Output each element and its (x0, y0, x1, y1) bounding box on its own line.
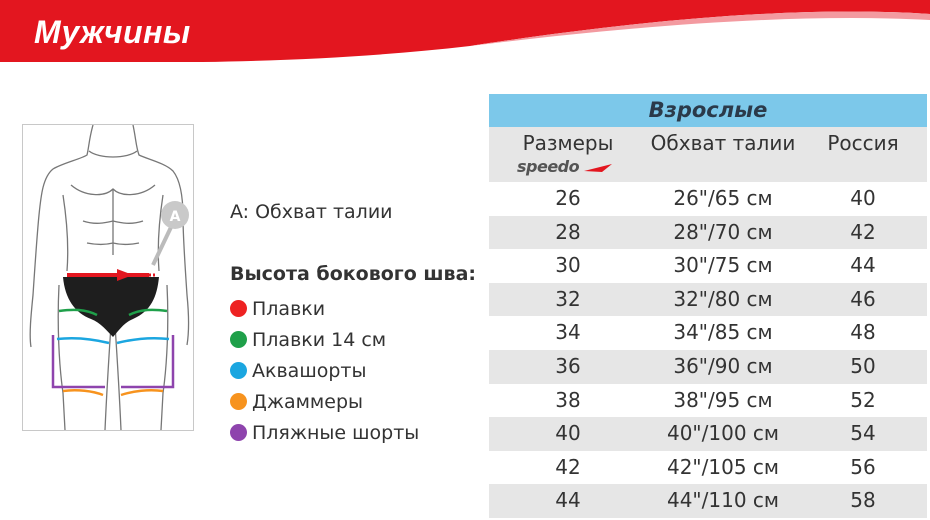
legend-item (230, 417, 419, 448)
legend-item (230, 386, 419, 417)
legend-item (230, 293, 419, 324)
table-row (489, 249, 927, 283)
russia-size-cell: 48 (850, 320, 876, 345)
speedo-logo-text: speedo (517, 157, 580, 176)
size-cell: 26 (555, 186, 581, 210)
table-row (489, 182, 927, 216)
measurement-label: A: Обхват талии (230, 201, 393, 223)
waist-cell: 32"/80 см (673, 286, 773, 311)
legend-title: Высота бокового шва: (230, 263, 476, 285)
color-dot-icon (230, 362, 247, 379)
header-sizes: Размеры (522, 131, 614, 155)
waist-cell: 42"/105 см (666, 454, 779, 479)
marker-a-label: A (169, 209, 181, 225)
header-banner (0, 0, 930, 62)
size-cell: 36 (555, 353, 581, 378)
russia-size-cell: 56 (850, 454, 876, 479)
table-row (489, 451, 927, 485)
russia-size-cell: 42 (850, 219, 876, 244)
table-body (489, 182, 927, 518)
table-row (489, 350, 927, 384)
size-cell: 32 (555, 286, 581, 311)
seam-legend (230, 293, 419, 448)
legend-item (230, 324, 419, 355)
russia-size-cell: 40 (850, 186, 876, 210)
header-russia: Россия (827, 131, 899, 155)
waist-cell: 30"/75 см (673, 253, 773, 278)
waist-cell: 40"/100 см (666, 421, 779, 446)
size-cell: 44 (555, 488, 581, 513)
legend-item-label: Аквашорты (252, 359, 367, 382)
page-title: Мужчины (34, 14, 191, 50)
table-title: Взрослые (489, 94, 927, 127)
body-outline-illustration (23, 125, 193, 430)
waist-cell: 34"/85 см (673, 320, 773, 345)
russia-size-cell: 54 (850, 421, 876, 446)
header-waist: Обхват талии (650, 131, 796, 155)
russia-size-cell: 50 (850, 353, 876, 378)
size-cell: 34 (555, 320, 581, 345)
table-row (489, 283, 927, 317)
legend-item-label: Плавки (252, 297, 326, 320)
color-dot-icon (230, 424, 247, 441)
waist-cell: 38"/95 см (673, 387, 773, 412)
size-cell: 40 (555, 421, 581, 446)
russia-size-cell: 52 (850, 387, 876, 412)
size-cell: 28 (555, 219, 581, 244)
waist-cell: 36"/90 см (673, 353, 773, 378)
speedo-logo (517, 157, 614, 176)
table-row (489, 216, 927, 250)
legend-item (230, 355, 419, 386)
color-dot-icon (230, 300, 247, 317)
russia-size-cell: 58 (850, 488, 876, 513)
legend-item-label: Плавки 14 см (252, 328, 387, 351)
table-row (489, 316, 927, 350)
table-row (489, 417, 927, 451)
size-table (489, 94, 927, 518)
size-cell: 42 (555, 454, 581, 479)
color-dot-icon (230, 331, 247, 348)
waist-cell: 28"/70 см (673, 219, 773, 244)
waist-cell: 44"/110 см (666, 488, 779, 513)
size-cell: 38 (555, 387, 581, 412)
speedo-boomerang-icon (584, 163, 614, 173)
waist-cell: 26"/65 см (673, 186, 773, 210)
table-header (489, 127, 927, 182)
legend-item-label: Джаммеры (252, 390, 364, 413)
table-row (489, 484, 927, 518)
russia-size-cell: 46 (850, 286, 876, 311)
table-row (489, 384, 927, 418)
legend-item-label: Пляжные шорты (252, 421, 420, 444)
size-cell: 30 (555, 253, 581, 278)
color-dot-icon (230, 393, 247, 410)
russia-size-cell: 44 (850, 253, 876, 278)
body-figure (22, 124, 194, 431)
